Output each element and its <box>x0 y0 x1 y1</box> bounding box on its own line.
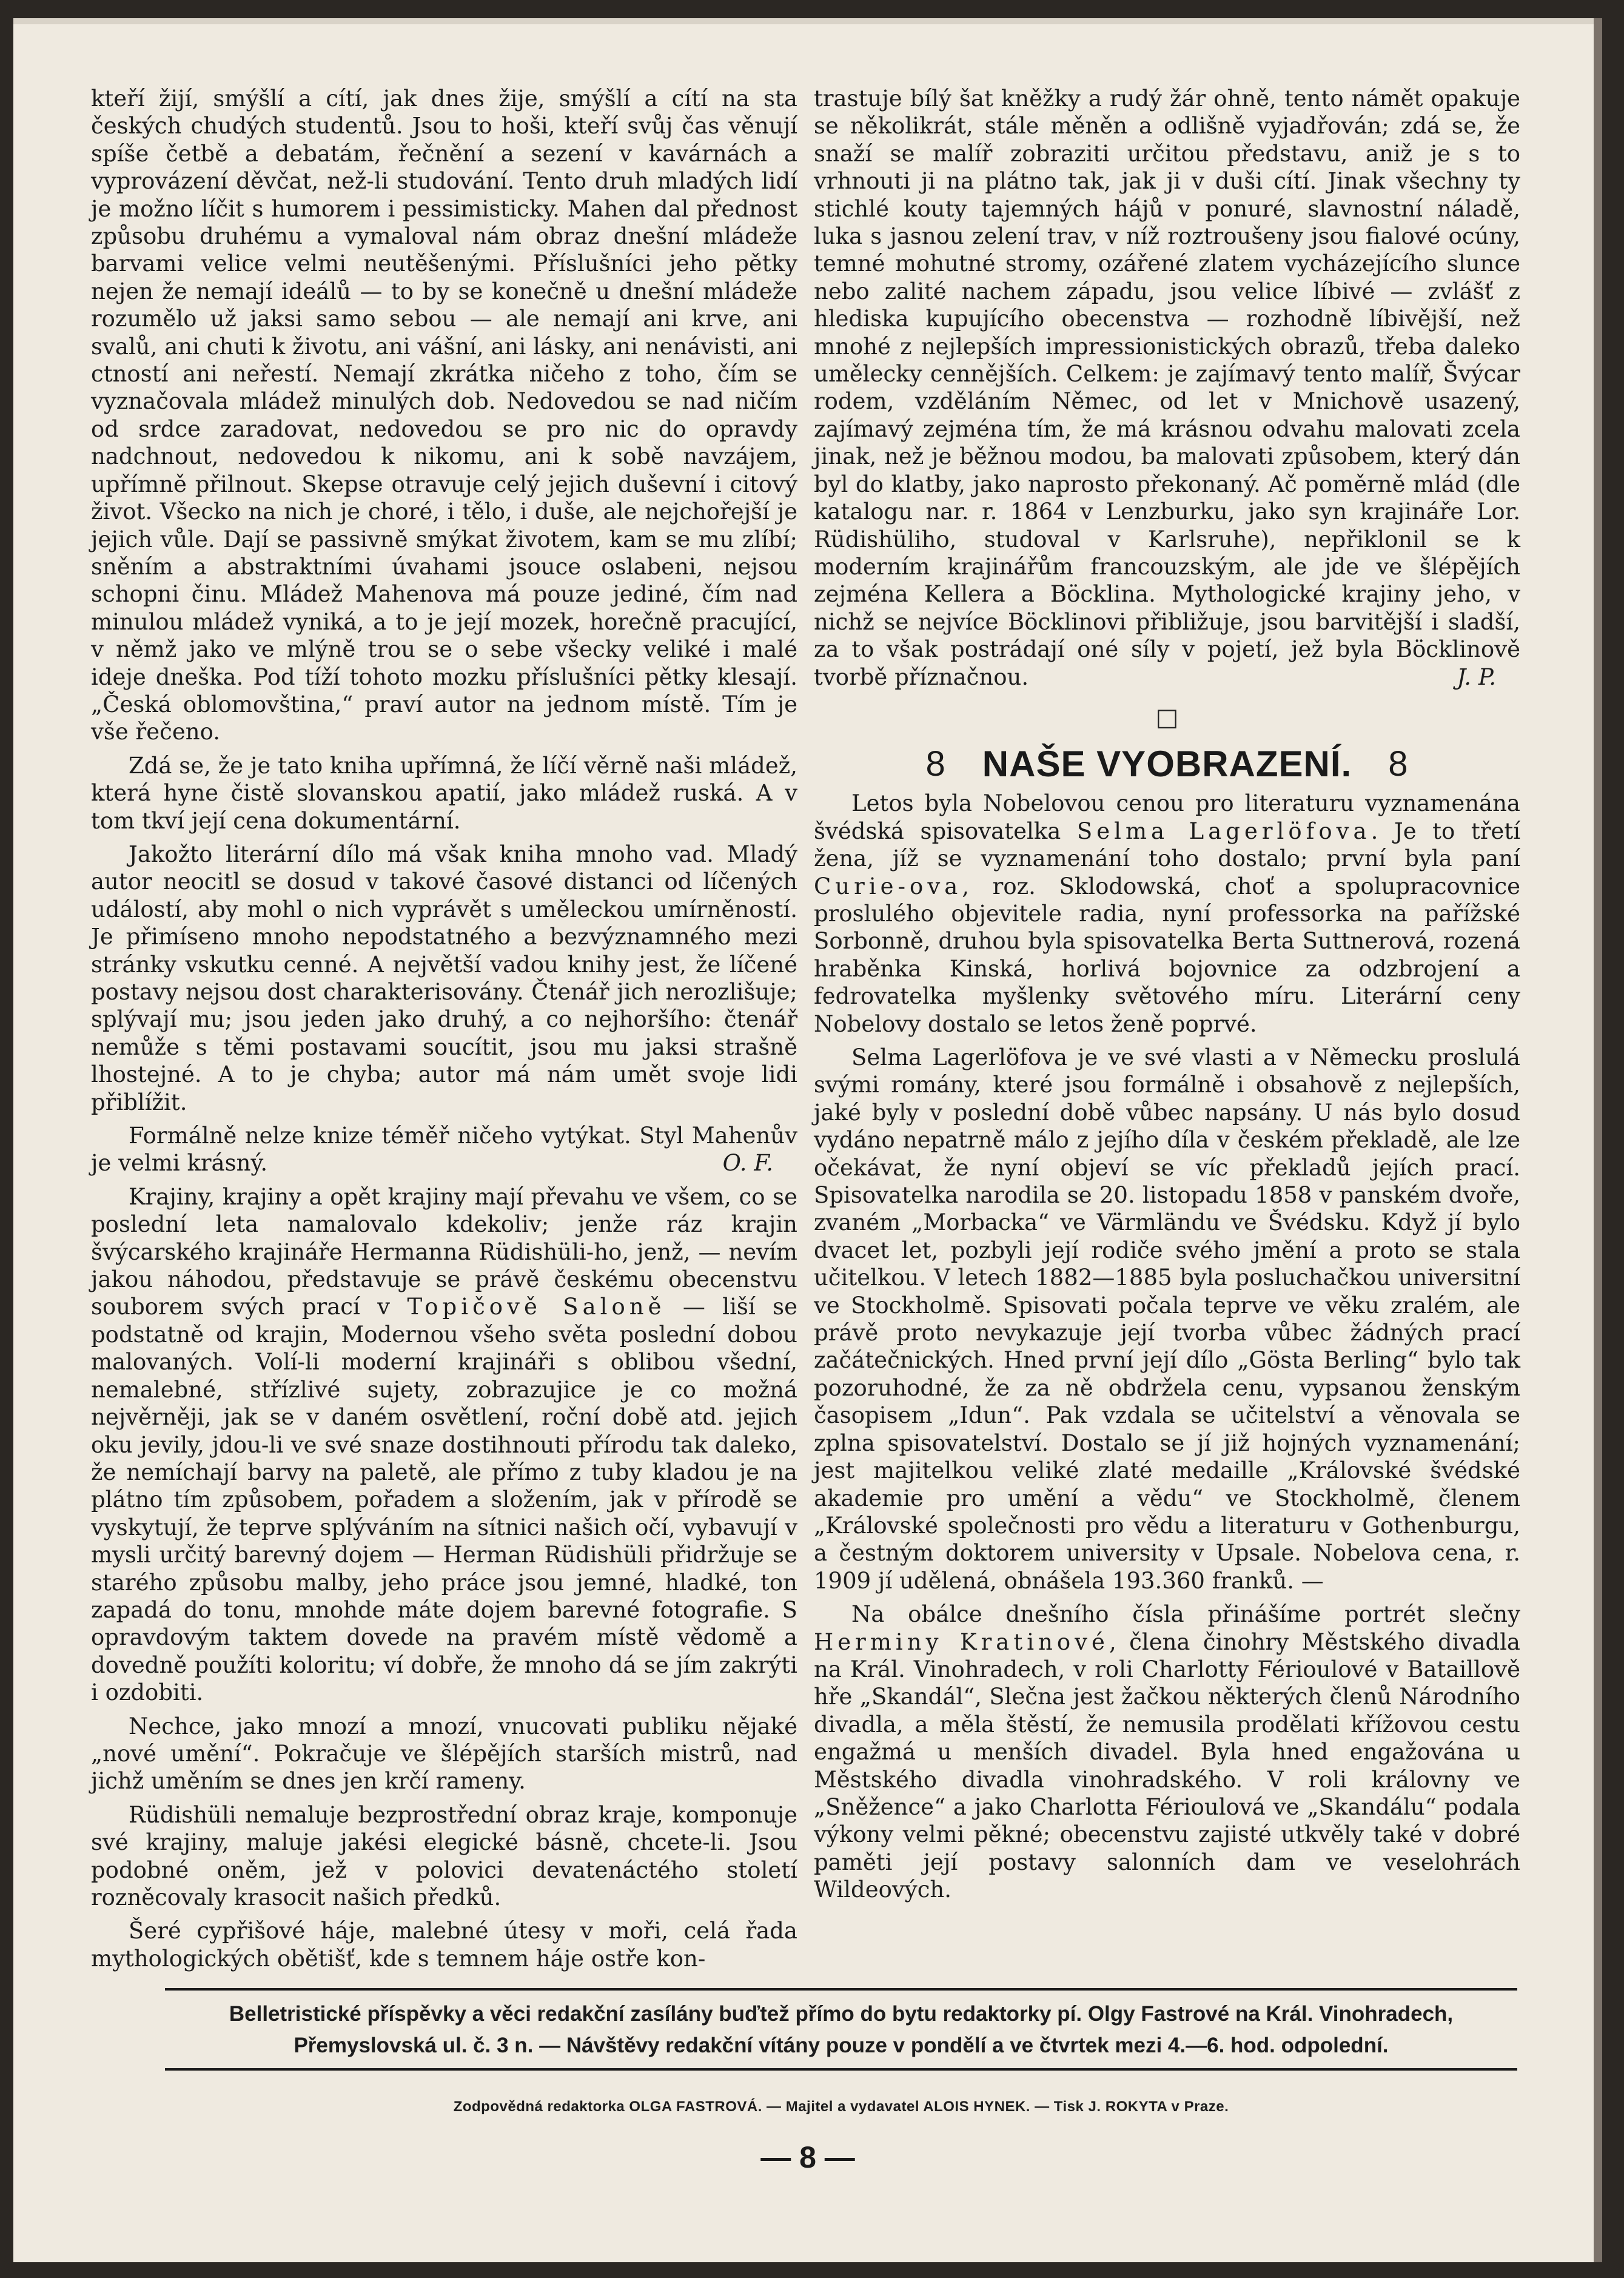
person-name: Selma Lagerlöfova <box>1076 818 1371 844</box>
section-divider-icon: □ <box>1155 703 1179 731</box>
paragraph: Krajiny, krajiny a opět krajiny mají převahu ve všem, co se poslední leta namalovalo kdekoliv; jenže ráz krajin švýcarského krajináře Hermanna Rüdishüli-ho, jenž, — nevím jakou náhodou, představuje se právě českému obecenstvu souborem svých prací v Topičově Saloně — liší se podstatně od krajin, Modernou všeho světa poslední dobou malovaných. Volí-li moderní krajináři s oblibou všední, nemalebné, střízlivé sujety, zobrazujice je co možná nejvěrněji, jak se v daném osvětlení, roční době atd. jejich oku jevily, jdou-li ve své snaze dostihnouti přírodu tak daleko, že nemíchají barvy na paletě, ale přímo z tuby kladou je na plátno tím způsobem, pořadem a složením, jak v přírodě se vyskytují, že teprve splýváním na sítnici našich očí, vybavují v mysli určitý barevný dojem — Herman Rüdishüli přidržuje se starého způsobu malby, jeho práce jsou jemné, hladké, ton zapadá do tonu, mnohde máte dojem barevné fotografie. S opravdovým taktem dovede na pravém místě vědomě a dovedně použíti koloritu; ví dobře, že mnoho dá se jím zakrýti i ozdobiti. <box>91 1183 797 1706</box>
paragraph: Šeré cypřišové háje, malebné útesy v moři, celá řada mythologických obětišť, kde s temnem háje ostře kon- <box>91 1918 797 1972</box>
paragraph: Jakožto literární dílo má však kniha mnoho vad. Mladý autor neocitl se dosud v takové časové distanci od líčených událostí, aby mohl o nich vyprávět s uměleckou umírněností. Je přimíseno mnoho nepodstatného a bezvýznamného mezi stránky vskutku cenné. A největší vadou knihy jest, že líčené postavy nejsou dost charakterisovány. Čtenář jich nerozlišuje; splývají mu; jsou jeden jako druhý, a co nejhoršího: čtenář nemůže s těmi postavami soucítit, jsou mu jaksi strašně lhostejné. A to je chyba; autor má nám umět svoje lidi přiblížit. <box>91 841 797 1115</box>
paragraph <box>91 1122 797 1177</box>
paragraph-text: Formálně nelze knize téměř ničeho vytýkat. Styl Mahenův je velmi krásný. <box>91 1123 797 1177</box>
paragraph: kteří žijí, smýšlí a cítí, jak dnes žije, smýšlí a cítí na sta českých chudých studentů. Jsou to hoši, kteří svůj čas věnují spíše četbě a debatám, řečnění a sezení v kavárnách a vyprovázení děvčat, než-li studování. Tento druh mladých lidí je možno líčit s humorem i pessimisticky. Mahen dal přednost způsobu druhému a vymaloval nám obraz dnešní mládeže barvami velice velmi neutěšenými. Příslušníci jeho pětky nejen že nemají ideálů — to by se konečně u dnešní mládeže rozumělo už jaksi samo sebou — ale nemají ani krve, ani svalů, ani chuti k životu, ani vášní, ani lásky, ani nenávisti, ani ctností ani neřestí. Nemají zkrátka ničeho z toho, čím se vyznačovala mládež minulých dob. Nedovedou se nad ničím od srdce zaradovat, nedovedou se pro nic do opravdy nadchnout, nedovedou k nikomu, ani k sobě navzájem, upřímně přilnout. Skepse otravuje celý jejich duševní i citový život. Všecko na nich je choré, i tělo, i duše, ale nejchořejší je jejich vůle. Dají se passivně smýkat životem, kam se mu zlíbí; sněním a abstraktními úvahami jsouce oslabeni, nejsou schopni činu. Mládež Mahenova má pouze jediné, čím nad minulou mládež vyniká, a to je její mozek, horečně pracující, v němž jako ve mlýně trou se o sebe všecky veliké i malé ideje dneška. Pod tíží tohoto mozku příslušníci pětky klesají. „Česká oblomovština,“ praví autor na jednom místě. Tím je vše řečeno. <box>91 86 797 745</box>
paragraph: Letos byla Nobelovou cenou pro literaturu vyznamenána švédská spisovatelka Selma Lagerlöfova. Je to třetí žena, jíž se vyznamenání toho dostalo; první byla paní Curie-ova, roz. Sklodowská, choť a spolupracovnice proslulého objevitele radia, nyní professorka na pařížské Sorbonně, druhou byla spisovatelka Berta Suttnerová, rozená hraběnka Kinská, horlivá bojovnice za odzbrojení a fedrovatelka myšlenky světového míru. Literární ceny Nobelovy dostalo se letos ženě poprvé. <box>814 790 1521 1037</box>
editorial-notice: Belletristické příspěvky a věci redakční zasílány buďtež přímo do bytu redaktorky pí. Olgy Fastrové na Král. Vinohradech, Přemyslovská ul. č. 3 n. — Návštěvy redakční vítány pouze v pondělí a ve čtvrtek mezi 4.—6. hod. odpolední. <box>229 2002 1454 2057</box>
right-edge <box>1594 18 1602 2262</box>
paragraph: Nechce, jako mnozí a mnozí, vnucovati publiku nějaké „nové umění“. Pokračuje ve šlépějích starších mistrů, nad jichž uměním se dnes jen krčí rameny. <box>91 1713 797 1795</box>
section-heading <box>814 743 1520 784</box>
author-signature: J. P. <box>1457 664 1496 690</box>
page-sheet <box>13 18 1602 2262</box>
top-edge <box>13 18 1602 24</box>
paragraph: Rüdishüli nemaluje bezprostřední obraz kraje, komponuje své krajiny, maluje jakési elegické básně, chcete-li. Jsou podobné oněm, jež v polovici devatenáctého století rozněcovaly krasocit našich předků. <box>91 1801 797 1910</box>
ornament-icon: 8 <box>925 744 946 784</box>
divider-rule <box>165 2068 1517 2071</box>
ornament-icon: 8 <box>1388 744 1409 784</box>
section-title: NAŠE VYOBRAZENÍ. <box>982 743 1352 784</box>
paragraph: Selma Lagerlöfova je ve své vlasti a v Německu proslulá svými romány, které jsou formálně i obsahově z nejlepších, jaké byly v poslední době vůbec napsány. U nás bylo dosud vydáno nepatrně málo z jejího díla v českém překladě, ale lze očekávat, že nyní objeví se víc překladů jejích prací. Spisovatelka narodila se 20. listopadu 1858 v panském dvoře, zvaném „Morbacka“ ve Värmländu ve Švédsku. Když jí bylo dvacet let, pozbyli její rodiče svého jmění a proto se stala učitelkou. V letech 1882—1885 byla posluchačkou universitní ve Stockholmě. Spisovati počala teprve ve věku zralém, ale právě proto nevykazuje její tvorba vůbec žádných prací začátečnických. Hned první její dílo „Gösta Berling“ bylo tak pozoruhodné, že za ně obdržela cenu, vypsanou ženským časopisem „Idun“. Pak vzdala se učitelství a věnovala se zplna spisovatelství. Dostalo se jí již hojných vyznamenání; jest majitelkou veliké zlaté medaille „Královské švédské akademie pro umění a vědu“ ve Stockholmě, členem „Královské společnosti pro vědu a literaturu v Gothenburgu, a čestným doktorem university v Upsale. Nobelova cena, r. 1909 jí udělená, obnášela 193.360 franků. — <box>814 1044 1520 1594</box>
divider-rule <box>165 1988 1517 1991</box>
paragraph: Na obálce dnešního čísla přinášíme portrét slečny Herminy Kratinové, člena činohry Městského divadla na Král. Vinohradech, v roli Charlotty Férioulové v Bataillově hře „Skandál“, Slečna jest žačkou některých členů Národního divadla, a měla štěstí, že nemusila prodělati křížovou cestu engažmá u menších divadel. Byla hned engažována u Městského divadla vinohradského. V roli královny ve „Sněžence“ a jako Charlotta Férioulová ve „Skandálu“ podala výkony velmi pěkné; obecenstvu zajisté utkvěly také v dobré paměti její postavy salonních dam ve veselohrách Wildeových. <box>814 1601 1520 1903</box>
venue-name: Topičově Saloně <box>407 1294 666 1320</box>
paragraph: Zdá se, že je tato kniha upřímná, že líčí věrně naši mládež, která hyne čistě slovanskou apatií, jako mládež ruská. A v tom tkví její cena dokumentární. <box>91 752 797 834</box>
author-signature: O. F. <box>722 1150 773 1177</box>
imprint: Zodpovědná redaktorka OLGA FASTROVÁ. — Majitel a vydavatel ALOIS HYNEK. — Tisk J. ROKYTA v Praze. <box>453 2098 1229 2115</box>
left-column <box>91 85 797 1978</box>
page-number: — 8 — <box>760 2140 855 2174</box>
person-name: Curie-ova <box>814 873 962 899</box>
right-column <box>814 85 1520 1910</box>
person-name: Herminy Kratinové <box>814 1628 1109 1655</box>
paragraph: trastuje bílý šat kněžky a rudý žár ohně, tento námět opakuje se několikrát, stále měněn a odlišně vyjadřován; zdá se, že snaží se malíř zobraziti určitou představu, aniž je s to vrhnouti ji na plátno tak, jak ji v duši cítí. Jinak všechny ty stichlé kouty tajemných hájů v ponuré, slavnostní náladě, luka s jasnou zelení trav, v níž roztroušeny jsou fialové ocúny, temné mohutné stromy, ozářené zlatem vycházejícího slunce nebo zalité nachem západu, jsou velice líbivé — zvlášť z hlediska kupujícího obecenstva — rozhodně líbivější, než mnohé z nejlepších impressionistických obrazů, třeba daleko umělecky cennějších. Celkem: je zajímavý tento malíř, Švýcar rodem, vzděláním Němec, od let v Mnichově usazený, zajímavý zejména tím, že má krásnou odvahu malovati zcela jinak, než je běžnou modou, ba malovati způsobem, který dán byl do klatby, jako naprosto překonaný. Ač poměrně mlád (dle katalogu nar. r. 1864 v Lenzburku, jako syn krajináře Lor. Rüdishüliho, studoval v Karlsruhe), nepřiklonil se k moderním krajinářům francouzským, ale jde ve šlépějích zejména Kellera a Böcklina. Mythologické krajiny jeho, v nichž se nejvíce Böcklinovi přibližuje, jsou barvitější i sladší, za to však postrádají oné síly v pojetí, jež byla Böcklinově tvorbě příznačnou. J. P. <box>814 86 1520 690</box>
